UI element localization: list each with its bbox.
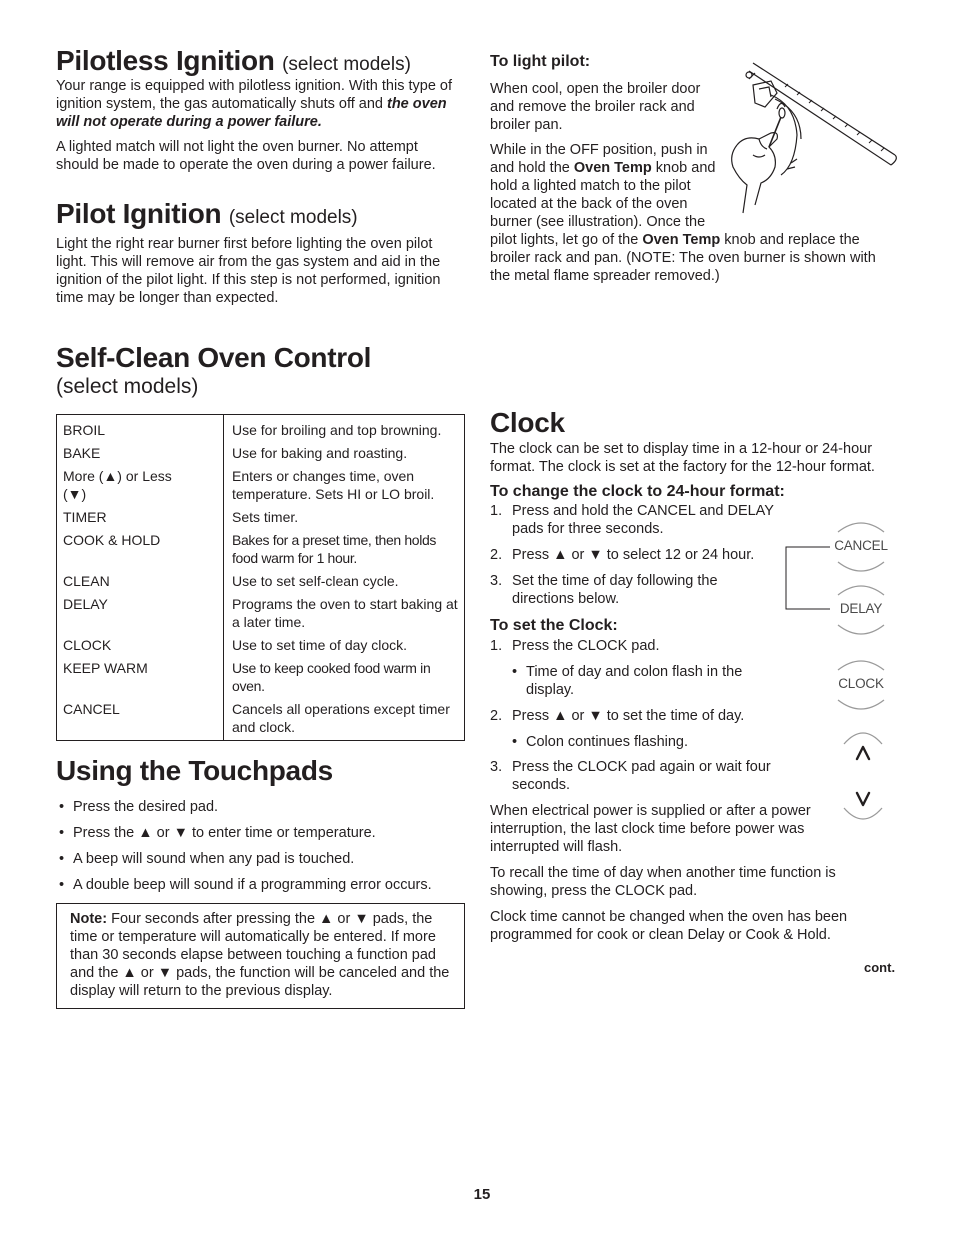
clock-set-heading: To set the Clock:	[490, 617, 618, 634]
table-row	[57, 462, 465, 503]
control-pad-name: TIMER	[57, 503, 224, 526]
touchpads-title: Using the Touchpads	[56, 755, 333, 786]
up-down-pad-illustration	[838, 726, 888, 826]
pilot-title: Pilot Ignition (select models)	[56, 198, 358, 229]
pilotless-paragraph-1: Your range is equipped with pilotless ignition. With this type of ignition system, the gas automatically shuts off and the oven will not operate during a power failure.	[56, 78, 453, 130]
clock-power-paragraph: When electrical power is supplied or after a power interruption, the last clock time before power was interrupted will flash.	[490, 803, 811, 855]
control-pad-description: Programs the oven to start baking at a later time.	[232, 596, 458, 630]
clock-pad-illustration: CLOCK	[832, 658, 890, 708]
control-pad-description: Use to set self-clean cycle.	[232, 573, 399, 589]
control-pad-description: Use to keep cooked food warm in oven.	[232, 660, 431, 694]
control-pad-name: CANCEL	[57, 695, 224, 741]
list-item: • Press the desired pad.	[59, 799, 219, 815]
table-row	[57, 567, 465, 590]
control-pad-name: DELAY	[57, 590, 224, 631]
clock-24-heading: To change the clock to 24-hour format:	[490, 483, 785, 500]
list-item: 3. Set the time of day following the directions below.	[490, 573, 718, 607]
control-pad-description: Enters or changes time, oven temperature. Sets HI or LO broil.	[232, 468, 435, 502]
pilotless-paragraph-2: A lighted match will not light the oven burner. No attempt should be made to operate the oven during a power failure.	[56, 139, 436, 173]
down-arrow-icon	[857, 793, 869, 805]
control-pad-description: Bakes for a preset time, then holds food warm for 1 hour.	[232, 532, 437, 566]
table-row	[57, 654, 465, 695]
clock-recall-paragraph: To recall the time of day when another time function is showing, press the CLOCK pad.	[490, 865, 836, 899]
page-number: 15	[473, 1186, 491, 1203]
note-label: Note:	[70, 911, 108, 927]
cancel-pad-illustration: CANCEL	[832, 520, 890, 570]
clock-title: Clock	[490, 407, 565, 438]
control-pad-name: BROIL	[57, 415, 224, 440]
control-pad-name: CLEAN	[57, 567, 224, 590]
pilot-lighting-illustration	[725, 55, 900, 220]
table-row	[57, 526, 465, 567]
control-pad-name: CLOCK	[57, 631, 224, 654]
control-pad-name: BAKE	[57, 439, 224, 462]
list-item: 2. Press ▲ or ▼ to select 12 or 24 hour.	[490, 547, 755, 563]
table-row	[57, 590, 465, 631]
control-pad-description: Use for broiling and top browning.	[232, 422, 442, 438]
clock-set-steps	[490, 637, 790, 794]
control-pad-description: Sets timer.	[232, 509, 299, 525]
control-pad-name: More (▲) or Less (▼)	[57, 462, 224, 503]
selfclean-subtitle: (select models)	[56, 375, 199, 398]
table-row	[57, 415, 465, 440]
light-pilot-paragraph-1: When cool, open the broiler door and remove the broiler rack and broiler pan.	[490, 81, 701, 133]
clock-cannot-paragraph: Clock time cannot be changed when the oven has been programmed for cook or clean Delay or Cook & Hold.	[490, 909, 848, 943]
note-box	[56, 903, 465, 1009]
control-pad-name: KEEP WARM	[57, 654, 224, 695]
table-row	[57, 439, 465, 462]
table-row	[57, 631, 465, 654]
list-item: • A double beep will sound if a programming error occurs.	[59, 877, 432, 893]
list-item: 2. Press ▲ or ▼ to set the time of day.	[490, 708, 745, 724]
touchpads-bullet-list	[56, 798, 461, 894]
clock-intro: The clock can be set to display time in a 12-hour or 24-hour format. The clock is set at the factory for the 12-hour format.	[490, 441, 875, 475]
continued-label: cont.	[864, 960, 896, 975]
bracket-connector	[782, 545, 832, 611]
light-pilot-heading: To light pilot:	[490, 53, 591, 70]
note-text: Four seconds after pressing the ▲ or ▼ pads, the time or temperature will automatically be entered. If more than 30 seconds elapse between touching a function pad and the ▲ or ▼ pads, the function will be canceled and the display will return to the previous display.	[70, 911, 450, 999]
light-pilot-paragraph-2: While in the OFF position, push in and hold the Oven Temp knob and hold a lighted match to the pilot located at the back of the oven burner (see illustration). Once the pilot lights, let go of the Oven Temp knob and replace the broiler rack and pan. (NOTE: The oven burner is shown with the metal flame spreader removed.)	[490, 142, 876, 284]
delay-pad-illustration: DELAY	[832, 583, 890, 633]
list-item: • Press the ▲ or ▼ to enter time or temperature.	[59, 825, 376, 841]
list-item: • Colon continues flashing.	[512, 734, 689, 750]
pilot-paragraph: Light the right rear burner first before lighting the oven pilot light. This will remove air from the gas system and aid in the ignition of the pilot light. If this step is not performed, ignition time may be longer than expected.	[56, 236, 441, 306]
selfclean-title: Self-Clean Oven Control	[56, 342, 372, 373]
control-pad-table	[56, 414, 465, 741]
pilotless-title: Pilotless Ignition (select models)	[56, 45, 411, 76]
control-pad-description: Use to set time of day clock.	[232, 637, 408, 653]
up-arrow-icon	[857, 747, 869, 759]
list-item: 3. Press the CLOCK pad again or wait four seconds.	[490, 759, 771, 793]
list-item: 1. Press and hold the CANCEL and DELAY pads for three seconds.	[490, 503, 774, 537]
list-item: • A beep will sound when any pad is touched.	[59, 851, 355, 867]
control-pad-description: Use for baking and roasting.	[232, 445, 408, 461]
control-pad-description: Cancels all operations except timer and clock.	[232, 701, 450, 735]
table-row	[57, 503, 465, 526]
table-row	[57, 695, 465, 741]
clock-24-steps	[490, 502, 780, 608]
list-item: • Time of day and colon flash in the display.	[512, 664, 743, 698]
list-item: 1. Press the CLOCK pad.	[490, 638, 660, 654]
control-pad-name: COOK & HOLD	[57, 526, 224, 567]
